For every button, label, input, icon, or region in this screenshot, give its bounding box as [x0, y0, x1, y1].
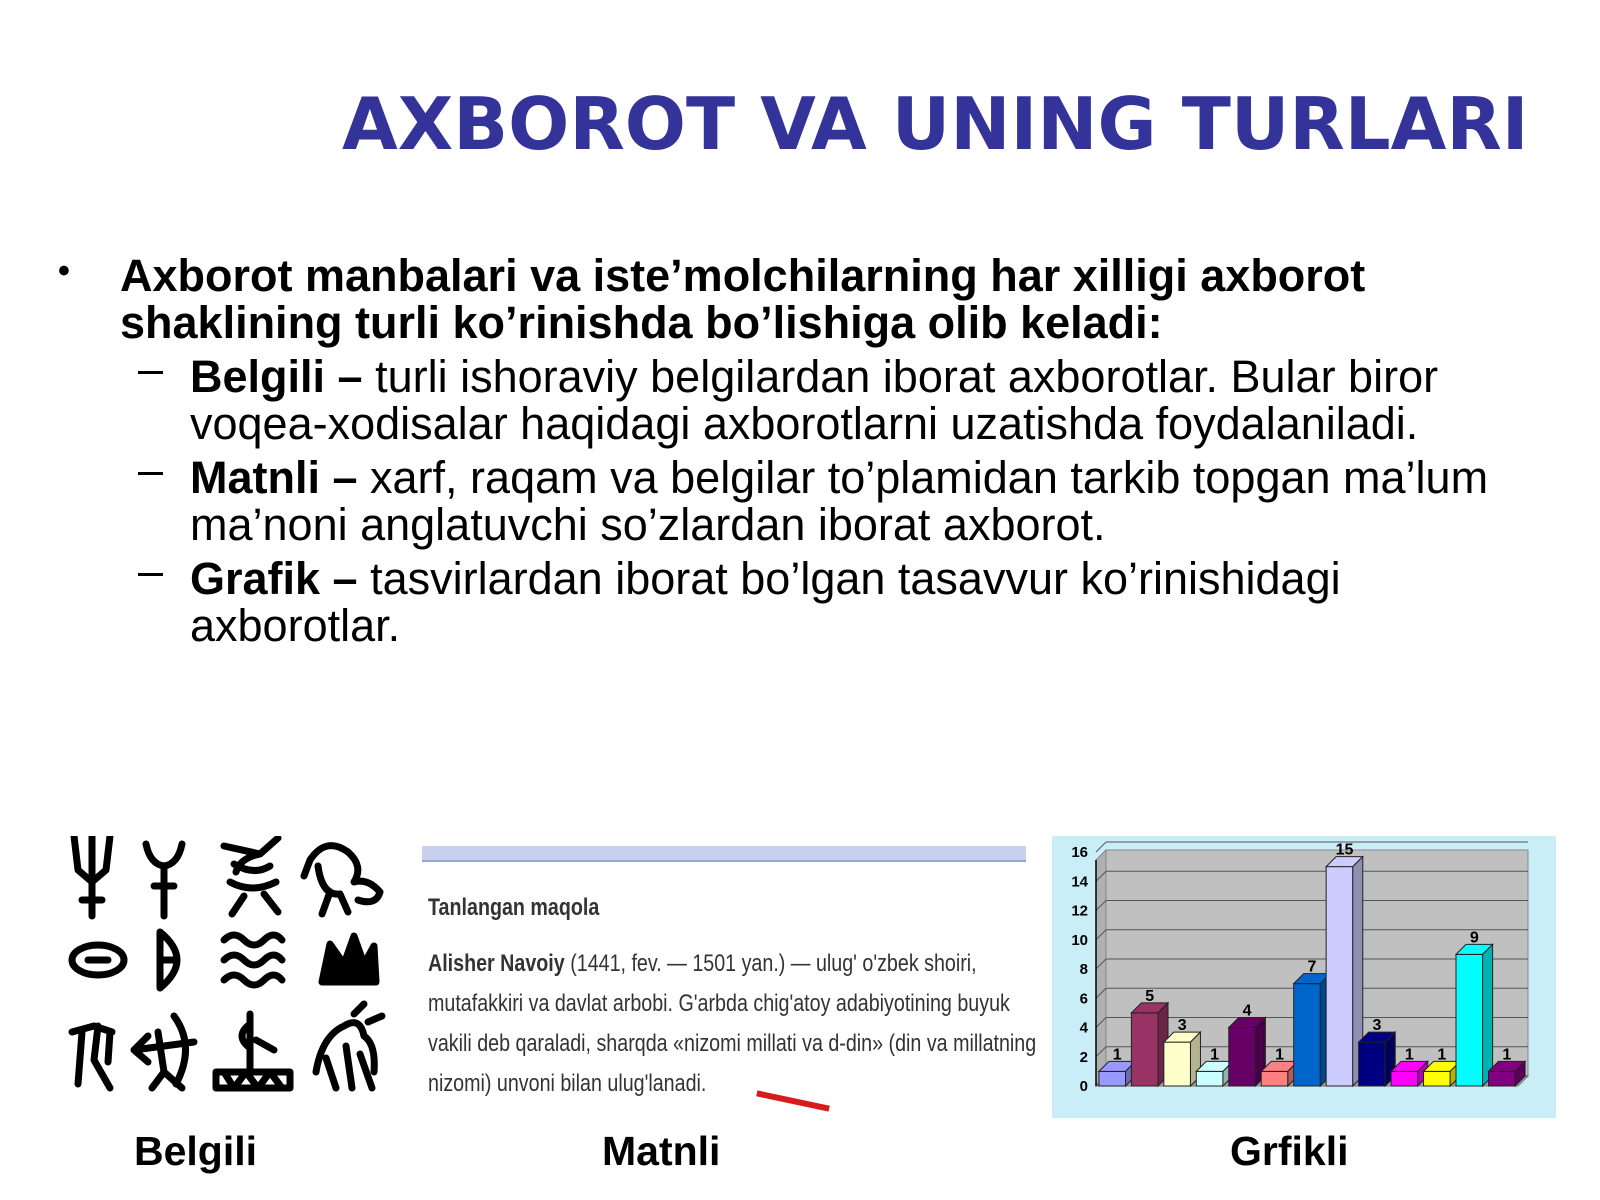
- article-line: nizomi) unvoni bilan ulug'lanadi.: [428, 1070, 707, 1097]
- boat-glyph-icon: [216, 1014, 290, 1088]
- matnli-article-image: [420, 840, 1037, 1112]
- chart-bar: [1456, 954, 1483, 1086]
- water-glyph-icon: [224, 935, 282, 985]
- chart-data-label: 15: [1335, 841, 1354, 859]
- chart-data-label: 1: [1404, 1046, 1414, 1064]
- chart-bar: [1261, 1071, 1288, 1086]
- chart-data-label: 3: [1372, 1017, 1382, 1035]
- chart-bar: [1099, 1071, 1126, 1086]
- tree-glyph-icon: [146, 844, 182, 916]
- chart-data-label: 5: [1145, 987, 1155, 1005]
- y-tick-label: 2: [1079, 1048, 1088, 1066]
- caption-grafik: Grfikli: [1230, 1128, 1349, 1174]
- chart-bar: [1326, 867, 1353, 1086]
- trident-glyph-icon: [74, 836, 110, 916]
- chart-data-label: 3: [1177, 1017, 1187, 1035]
- chart-data-label: 1: [1275, 1046, 1284, 1064]
- article-header-bar: [422, 846, 1026, 862]
- bird-glyph-icon: [316, 1004, 382, 1088]
- article-line: [428, 944, 1018, 984]
- eye-glyph-icon: [72, 945, 124, 975]
- y-tick-label: 16: [1071, 844, 1088, 861]
- chart-bar: [1229, 1028, 1256, 1087]
- bow-glyph-icon: [160, 932, 177, 988]
- y-tick-label: 14: [1071, 873, 1088, 891]
- figure-glyph-icon: [72, 1026, 112, 1088]
- dragon-glyph-icon: [304, 846, 380, 914]
- bar-chart: [1052, 836, 1556, 1118]
- chart-data-label: 1: [1112, 1046, 1122, 1064]
- chart-bar-side: [1483, 944, 1493, 1086]
- chart-data-label: 4: [1242, 1002, 1252, 1020]
- y-tick-label: 4: [1079, 1019, 1088, 1037]
- y-tick-label: 10: [1071, 931, 1088, 949]
- article-line-text: (1441, fev. — 1501 yan.) — ulug' o'zbek shoiri,: [564, 950, 977, 977]
- chart-bar: [1164, 1042, 1191, 1086]
- article-line: mutafakkiri va davlat arbobi. G'arbda chig'atoy adabiyotining buyuk: [428, 990, 1010, 1017]
- chart-bar: [1131, 1013, 1158, 1086]
- chart-bar: [1424, 1071, 1451, 1086]
- subitem-description: xarf, raqam va belgilar to’plamidan tarkib topgan ma’lum ma’noni anglatuvchi so’zlardan iborat axborot.: [190, 452, 1489, 550]
- y-tick-label: 8: [1079, 961, 1088, 978]
- subitem-matnli: [58, 444, 1558, 550]
- bullet-icon: •: [58, 252, 70, 290]
- chart-data-label: 1: [1437, 1046, 1447, 1064]
- caption-belgili: Belgili: [134, 1128, 258, 1174]
- subitem-term: Belgili –: [190, 351, 376, 402]
- main-bullet: [58, 252, 1558, 346]
- article-body: [428, 944, 1037, 1104]
- grafik-chart-panel: [1052, 836, 1556, 1118]
- subitem-description: turli ishoraviy belgilardan iborat axborotlar. Bular biror voqea-xodisalar haqidagi axborotlarni uzatishda foydalaniladi.: [190, 351, 1439, 449]
- subitem-description: tasvirlardan iborat bo’lgan tasavvur ko’rinishidagi axborotlar.: [190, 553, 1341, 651]
- chart-data-label: 9: [1469, 929, 1479, 947]
- article-heading: Tanlangan maqola: [428, 894, 600, 921]
- dash-icon: –: [138, 444, 164, 495]
- y-tick-label: 12: [1071, 902, 1088, 920]
- dash-icon: –: [138, 545, 164, 596]
- y-tick-label: 6: [1079, 990, 1088, 1008]
- chart-gridline-side: [1096, 842, 1106, 852]
- subitem-term: Matnli –: [190, 452, 371, 503]
- animal-glyph-icon: [224, 838, 278, 914]
- mountain-glyph-icon: [322, 936, 376, 982]
- caption-matnli: Matnli: [602, 1128, 721, 1174]
- subitem-belgili: [58, 343, 1558, 449]
- chart-data-label: 1: [1210, 1046, 1220, 1064]
- chart-bar: [1196, 1071, 1223, 1086]
- subitem-term: Grafik –: [190, 553, 371, 604]
- belgili-pictographs-image: [64, 836, 400, 1108]
- main-bullet-text: Axborot manbalari va iste’molchilarning har xilligi axborot shaklining turli ko’rinishda bo’lishiga olib keladi:: [120, 250, 1366, 348]
- archer-glyph-icon: [134, 1016, 194, 1088]
- subitem-grafik: [58, 545, 1558, 651]
- dash-icon: –: [138, 343, 164, 394]
- pictographs-svg: [64, 836, 400, 1108]
- slide-title: AXBOROT VA UNING TURLARI: [342, 82, 1529, 166]
- chart-bar: [1488, 1071, 1515, 1086]
- article-line: vakili deb qaraladi, sharqda «nizomi millati va d-din» (din va millatning: [428, 1030, 1037, 1057]
- chart-data-label: 1: [1502, 1046, 1512, 1064]
- chart-bar: [1359, 1042, 1386, 1086]
- chart-bar: [1391, 1071, 1418, 1086]
- article-name: Alisher Navoiy: [428, 950, 565, 977]
- y-tick-label: 0: [1079, 1078, 1088, 1095]
- chart-bar: [1294, 984, 1321, 1086]
- chart-data-label: 7: [1307, 958, 1317, 976]
- slide-content: [58, 252, 1558, 649]
